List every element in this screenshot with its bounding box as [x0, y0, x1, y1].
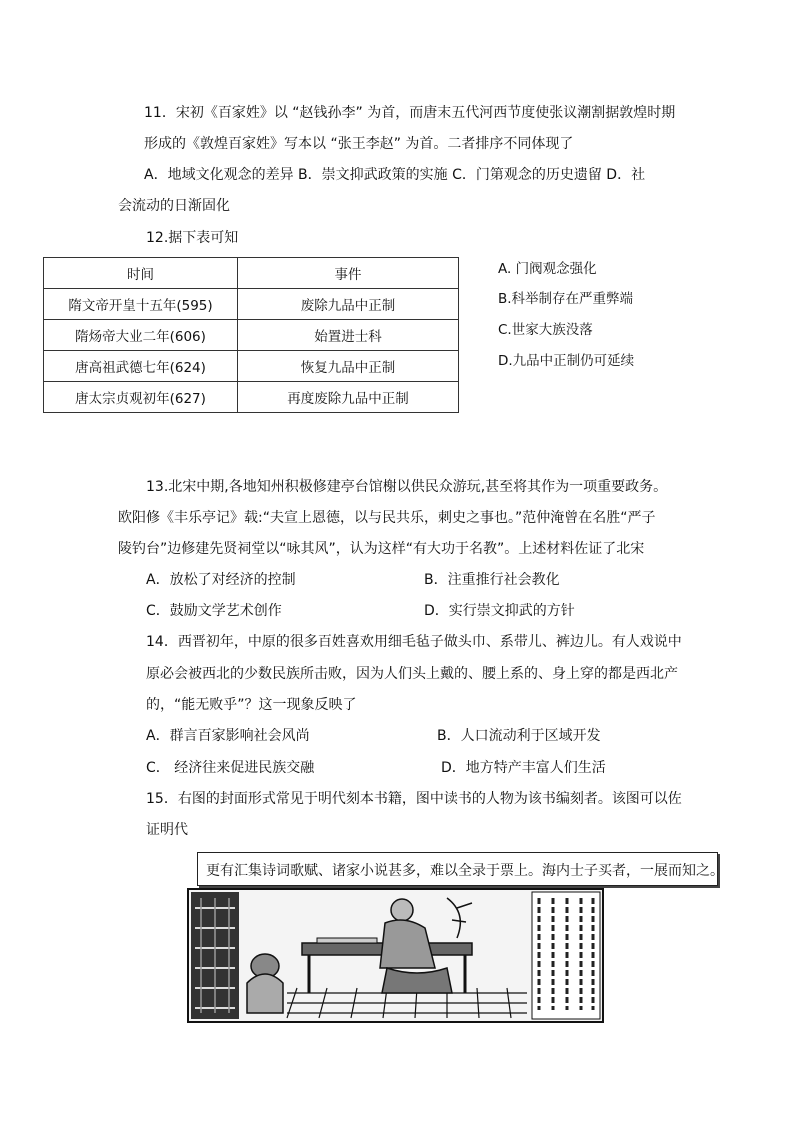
- table-cell-event: 恢复九品中正制: [238, 351, 459, 382]
- q13-option-c: C．鼓励文学艺术创作: [146, 603, 282, 619]
- q14-option-d: D．地方特产丰富人们生活: [441, 760, 606, 776]
- q14-stem-line-1: 14．西晋初年，中原的很多百姓喜欢用细毛毡子做头巾、系带儿、裤边儿。有人戏说中: [146, 634, 682, 650]
- table-cell-time: 隋文帝开皇十五年(595): [44, 289, 238, 320]
- ming-woodcut-illustration: [187, 888, 604, 1023]
- q13-option-a: A．放松了对经济的控制: [146, 572, 296, 588]
- q12-option-b: B.科举制存在严重弊端: [498, 291, 634, 307]
- table-cell-event: 再度废除九品中正制: [238, 382, 459, 413]
- q12-event-table: [43, 257, 459, 413]
- table-cell-event: 始置进士科: [238, 320, 459, 351]
- q11-stem-line-1: 11．宋初《百家姓》以 “赵钱孙李” 为首，而唐末五代河西节度使张议潮割据敦煌时期: [144, 105, 676, 121]
- q11-stem-line-2: 形成的《敦煌百家姓》写本以 “张王李赵” 为首。二者排序不同体现了: [144, 136, 574, 152]
- q15-caption-text: 更有汇集诗词歌赋、诸家小说甚多，难以全录于票上。海内士子买者，一展而知之。: [206, 863, 724, 879]
- q12-option-c: C.世家大族没落: [498, 322, 593, 338]
- table-cell-time: 唐太宗贞观初年(627): [44, 382, 238, 413]
- table-row: [44, 289, 459, 320]
- q14-option-c: C． 经济往来促进民族交融: [146, 760, 315, 776]
- q13-stem-line-2: 欧阳修《丰乐亭记》载:“夫宣上恩德，以与民共乐，刺史之事也。”范仲淹曾在名胜“严子: [118, 510, 656, 526]
- table-row: [44, 382, 459, 413]
- table-header-event: 事件: [238, 258, 459, 289]
- q15-caption-box: [197, 852, 724, 886]
- q12-stem: 12.据下表可知: [146, 230, 239, 246]
- table-cell-time: 唐高祖武德七年(624): [44, 351, 238, 382]
- q13-stem-line-3: 陵钓台”边修建先贤祠堂以“咏其风”，认为这样“有大功于名教”。上述材料佐证了北宋: [118, 541, 645, 557]
- q13-option-d: D．实行崇文抑武的方针: [424, 603, 575, 619]
- q11-options: A．地域文化观念的差异 B．崇文抑武政策的实施 C．门第观念的历史遗留 D．社: [144, 167, 646, 183]
- table-row: [44, 320, 459, 351]
- q15-stem-line-2: 证明代: [146, 822, 188, 838]
- q11-options-continued: 会流动的日渐固化: [118, 198, 230, 214]
- q12-option-a: A. 门阀观念强化: [498, 261, 597, 277]
- table-header-time: 时间: [44, 258, 238, 289]
- q14-option-a: A．群言百家影响社会风尚: [146, 728, 310, 744]
- table-cell-time: 隋炀帝大业二年(606): [44, 320, 238, 351]
- q14-option-b: B．人口流动利于区域开发: [437, 728, 601, 744]
- q14-stem-line-3: 的，“能无败乎”？这一现象反映了: [146, 697, 357, 713]
- table-header-row: [44, 258, 459, 289]
- table-cell-event: 废除九品中正制: [238, 289, 459, 320]
- q15-stem-line-1: 15．右图的封面形式常见于明代刻本书籍，图中读书的人物为该书编刻者。该图可以佐: [146, 791, 682, 807]
- table-row: [44, 351, 459, 382]
- q13-option-b: B．注重推行社会教化: [424, 572, 560, 588]
- q14-stem-line-2: 原必会被西北的少数民族所击败，因为人们头上戴的、腰上系的、身上穿的都是西北产: [146, 666, 678, 682]
- q13-stem-line-1: 13.北宋中期,各地知州积极修建亭台馆榭以供民众游玩,甚至将其作为一项重要政务。: [146, 479, 668, 495]
- q12-option-d: D.九品中正制仍可延续: [498, 353, 635, 369]
